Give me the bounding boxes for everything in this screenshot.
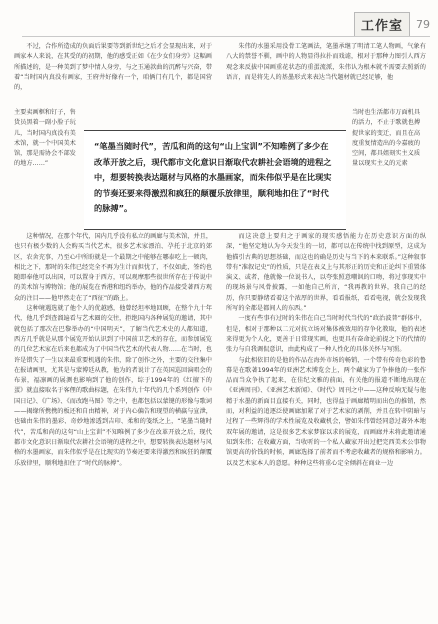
paragraph: 朱伟的水墨采用没骨工笔画法，笔墨承继了明清工笔人物画，气象有八大的禁誉不驯，画中的人物显得拉扑而戏谑，根对于那种力图引人西方观念来反拔中国画重花状态的重蛋流派，朱伟认为根本就不需要去照新的语言，而是将先人的基墨形式来表达当代题材就已经足够，他 [226,43,426,81]
pull-quote-text: “笔墨当随时代”，苦瓜和尚的这句“山上宝训”不知唯例了多少在改革开放之后，现代都市文化意识日渐取代农耕社会语境的进程之中，想要转换表达题材与风格的水墨画家，而朱伟似乎是在比现实的节奏还要来得激烈和疯狂的颠覆乐放律里，顺利地扣住了“时代的脉搏”。 [94,141,332,213]
paragraph: 不过，合作所造成的负面后果要等到新世纪之后才会显现出来，对于画家本人来说，在其受的的初期，他的感受正如《在少女们身旁》这幅画所描述的，是一种美到了梦中情人身旁，与之玉通款曲的沉醉与兴奋，带着“当时国内真没有画家，王府井好像有一个，咱俩门有几个，都是国营的， [14,43,212,92]
left-wrap-text [14,108,80,226]
paragraph: 当时也生活都市万面机具的活力，不止于歌就也搏捉世家的变迁，而且在高度重复情造出的今嘉疲的空间，都具姐刻实主义质量以现实主义的元素 [352,109,421,168]
page-header [326,12,438,36]
section-title: 工作室 [354,12,410,37]
right-column-text [226,232,426,608]
paragraph: 而这决意上要归之于画家的现实感悟能力在历史意识方面的纵深，“他坚定地认为今天发生的一切，都可以在传统中找到原型，这成为他描引古典的思想基础，而这也的确是历史与当下的本来联系。”这种叙事带有“准叙记史”的性质，只是在表义上与其形正的历史和正论纠下重置体演义、或者，他就像一位说书人，以夸张照意嘲讽的口吻，将过事现实中的现场景与风骨披露，一如他自己所言，“我再教的世界，我自己的经历，你只要静绪看着这个浓厚的世界，看看报纸，看看电视，就会发现我所写的全都是都间人的东西。” [226,233,426,313]
left-column-upper-text [14,42,212,106]
page-number: 79 [416,17,430,31]
header-rule [22,36,430,37]
paragraph: 一度有些事有过时的朱伟在自己当时时代当代的“政治波普”群体中，但是，相对于那种以二元对抗立场对集体被效用的存争化教取，他的表述来得更为个人化，更善于日常现实画，也更具有奋命论前提之下的代情的张力与自我调侃意识，由此构成了一种人性化的具体关怀与写照。 [226,315,426,354]
paragraph: 与此相依旧的是他的作品在海外市场的畅销，一个带有传奇色彩的鲁幕是在歌著1994年的亚洲艺术博览会上，两个藏家为了争捧他的一张作品而当众争执了起来，在佳纪文雅的前面，有关他的报道不断地出现在《亚洲周刊》、《亚洲艺术新闻》、《时代》周刊之中——这种反响无疑与他精于水墨的新面目直接有关，同时，也得益于画廊精明而出色的推销，然而，对利益的追逐泛使画廊加紧了对于艺术家的剥削，并且在转中阴暗与过程了一些辉得的学术性展览及收藏机会，譬如朱伟曾经同意过著外本地双年展的邀请，这是很多艺术家梦寐以求的展览，而画廊并未将此邀请通知到朱伟；在收藏方面，当收听的一个私人藏家开出过把完西美术公事物馆更高的价钱的时候，画廊选择了前者而不考虑收藏者的规格和影响力。以及艺术家本人的意愿。种种这些将重心定全倾斜在商业一边 [226,356,426,467]
pull-quote [84,130,346,230]
right-column-upper-text [226,42,426,106]
left-column-text [14,232,212,608]
paragraph: 这种境遇选就了他个人的优越感，他曾经坦率地回顾，在整个九十年代，他几乎到查溜遍看与艺术圈的交往，拒绝国内各种展览的邀请，其中就包括了那次在巴黎举办的“中国明天”，了解当代艺术史的人都知道，西方几乎就是从那个展览开始认识到了中国前卫艺术的存在，而参加展览的几位艺术家在后来也都成为了中国当代艺术的代表人物……在当时，也许是错失了一生以来最重要机遇的朱伟，除了创作之外，主要的交往集中在报请画里，尤其是与蒙博廷从教，他为的者说计了在英国巡回演唱会的布景，福凛画的展测也影响到了他的创作，综于1994年的《红擅下的蛋》就直接取名于客俚的歌曲标题，在朱伟九十年代的几个系列创作《中国日记》、《广场》、《而改跑马图》等之中，也都包括以蒙键的形像与歌词——揭缘所携携的板还和自由精神，对于内心偏告和现望的横赢与宣泄，也础由朱伟的墨彩、奇妙地渗透到吉印、柔和的笺纸之上，“笔墨当随时代”，苦瓜和尚的这句“山上宝训”不知唯例了多少在改革开放之后，现代都市文化意识日渐取代农耕社会语境的进程之中，想要转换表达题材与风格的水墨画家，而朱伟似乎是在比现实的节奏还要来得激烈和疯狂的颠覆乐放律里，顺利地扣住了“时代的脉搏”。 [14,305,212,467]
right-wrap-text [352,108,426,226]
paragraph: 这种情况，在那个年代，国内几乎没有私立的画廊与美术馆，并且，也只有极少数的人会购买当代艺术，很多艺术家漂泊、孕托于北京的郊区，农舍充事，乃至心中所盼就是一个最期之中能够在哪泰吃上一顿肉，相比之下，那时的朱伟已经完全不再为生计而担忧了，不仅如此，签约也随即奉他可以出国，可以置身于西方，可以观摩那些很世所存在于传说中的美术馆与博物馆；他的展览在香港和纽约举办，他的作品接受著西方观众的注目——他甲然走在了“西征”的路上。 [14,233,212,302]
paragraph: 主要卖画框和钉子，售货员黑着一副小脸子玩儿，当时国内真没有美术馆，就一个中国美术馆，那是需协会不部发的地方……” [14,109,76,168]
